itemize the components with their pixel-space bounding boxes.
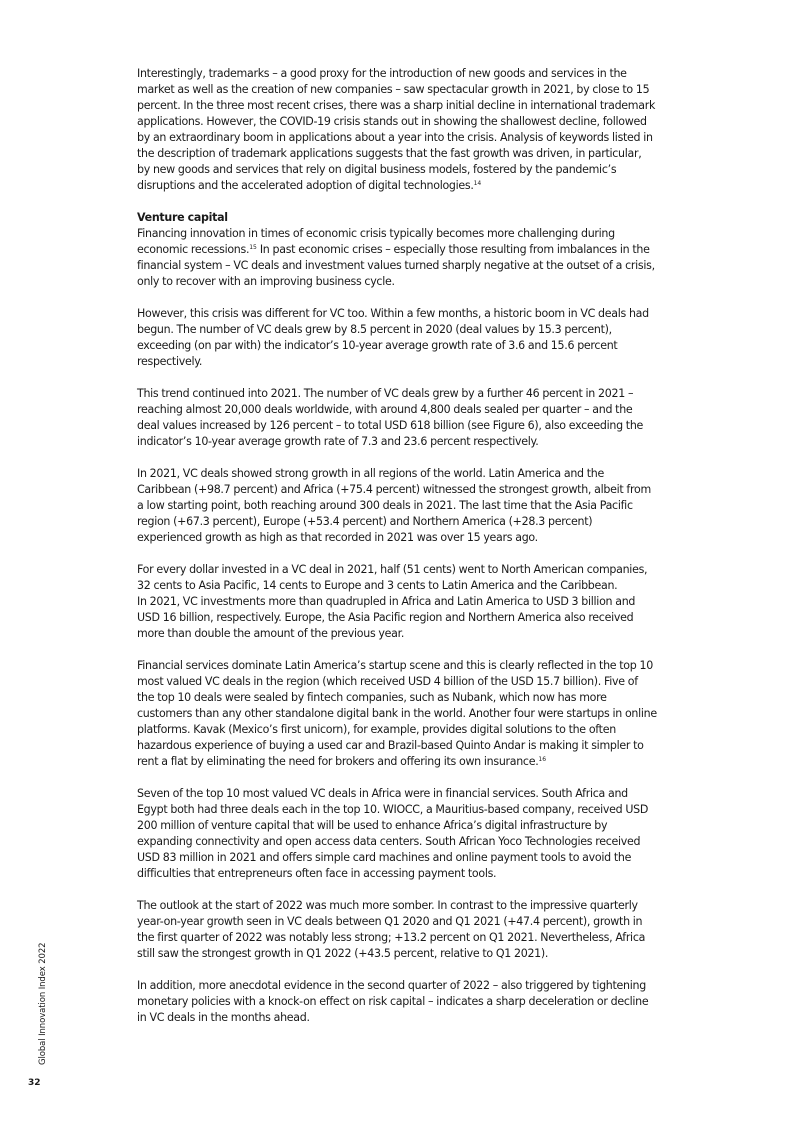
publication-title: Global Innovation Index 2022	[38, 942, 48, 1065]
paragraph-trademarks	[137, 66, 657, 194]
paragraph-trend-2021: This trend continued into 2021. The number of VC deals grew by a further 46 percent in 2021 – reaching almost 20,000 deals worldwide, with around 4,800 deals sealed per quarter – and the deal values increased by 126 percent – to total USD 618 billion (see Figure 6), also exceeding the indicator’s 10-year average growth rate of 7.3 and 23.6 percent respectively.	[137, 387, 644, 448]
paragraph-africa-deals: Seven of the top 10 most valued VC deals in Africa were in financial services. South Africa and Egypt both had three deals each in the top 10. WIOCC, a Mauritius-based company, received USD 200 million of venture capital that will be used to enhance Africa’s digital infrastructure by expanding connectivity and open access data centers. South African Yoco Technologies received USD 83 million in 2021 and offers simple card machines and online payment tools to avoid the difficulties that entrepreneurs often face in accessing payment tools.	[137, 787, 649, 880]
section-heading: Venture capital	[137, 211, 228, 224]
paragraph-financing-text-b: In past economic crises – especially those resulting from imbalances in the financial system – VC deals and investment values turned sharply negative at the outset of a crisis, only to recover with an improving business cycle.	[137, 243, 655, 288]
footnote-ref-14[interactable]: 14	[473, 180, 482, 187]
footnote-ref-15[interactable]: 15	[249, 244, 257, 251]
paragraph-trademarks-text: Interestingly, trademarks – a good proxy for the introduction of new goods and services in the market as well as the creation of new companies – saw spectacular growth in 2021, by close to 15 percent. In the three most recent crises, there was a sharp initial decline in international trademark applications. However, the COVID-19 crisis stands out in showing the shallowest decline, followed by an extraordinary boom in applications about a year into the crisis. Analysis of keywords listed in the description of trademark applications suggests that the fast growth was driven, in particular, by new goods and services that rely on digital business models, fostered by the pandemic’s disruptions and the accelerated adoption of digital technologies.	[137, 67, 656, 192]
footnote-ref-16[interactable]: 16	[538, 756, 547, 763]
paragraph-latin-america	[137, 658, 657, 770]
paragraph-dollar-invested-text-a: For every dollar invested in a VC deal in 2021, half (51 cents) went to North American companies, 32 cents to Asia Pacific, 14 cents to Europe and 3 cents to Latin America and the Caribbean.	[137, 563, 648, 592]
paragraph-dollar-invested	[137, 562, 657, 642]
section-venture-capital	[137, 210, 657, 290]
main-text-column	[137, 66, 657, 1042]
paragraph-anecdotal-evidence: In addition, more anecdotal evidence in the second quarter of 2022 – also triggered by tightening monetary policies with a knock-on effect on risk capital – indicates a sharp deceleration or decline in VC deals in the months ahead.	[137, 979, 649, 1024]
paragraph-dollar-invested-text-b: In 2021, VC investments more than quadrupled in Africa and Latin America to USD 3 billion and USD 16 billion, respectively. Europe, the Asia Pacific region and Northern America also received more than double the amount of the previous year.	[137, 595, 636, 640]
paragraph-regional-growth: In 2021, VC deals showed strong growth in all regions of the world. Latin America and the Caribbean (+98.7 percent) and Africa (+75.4 percent) witnessed the strongest growth, albeit from a low starting point, both reaching around 300 deals in 2021. The last time that the Asia Pacific region (+67.3 percent), Europe (+53.4 percent) and Northern America (+28.3 percent) experienced growth as high as that recorded in 2021 was over 15 years ago.	[137, 467, 651, 544]
paragraph-latin-america-text: Financial services dominate Latin America’s startup scene and this is clearly reflected in the top 10 most valued VC deals in the region (which received USD 4 billion of the USD 15.7 billion). Five of the top 10 deals were sealed by fintech companies, such as Nubank, which now has more customers than any other standalone digital bank in the world. Another four were startups in online platforms. Kavak (Mexico’s first unicorn), for example, provides digital solutions to the often hazardous experience of buying a used car and Brazil-based Quinto Andar is making it simpler to rent a flat by eliminating the need for brokers and offering its own insurance.	[137, 659, 657, 768]
paragraph-outlook-2022: The outlook at the start of 2022 was much more somber. In contrast to the impressive quarterly year-on-year growth seen in VC deals between Q1 2020 and Q1 2021 (+47.4 percent), growth in the first quarter of 2022 was notably less strong; +13.2 percent on Q1 2021. Nevertheless, Africa still saw the strongest growth in Q1 2022 (+43.5 percent, relative to Q1 2021).	[137, 899, 646, 960]
paragraph-financing-text-a: Financing innovation in times of economic crisis typically becomes more challenging during economic recessions.	[137, 227, 615, 256]
paragraph-crisis-different: However, this crisis was different for VC too. Within a few months, a historic boom in VC deals had begun. The number of VC deals grew by 8.5 percent in 2020 (deal values by 15.3 percent), exceeding (on par with) the indicator’s 10-year average growth rate of 3.6 and 15.6 percent respectively.	[137, 307, 649, 368]
page-number: 32	[28, 1078, 41, 1088]
